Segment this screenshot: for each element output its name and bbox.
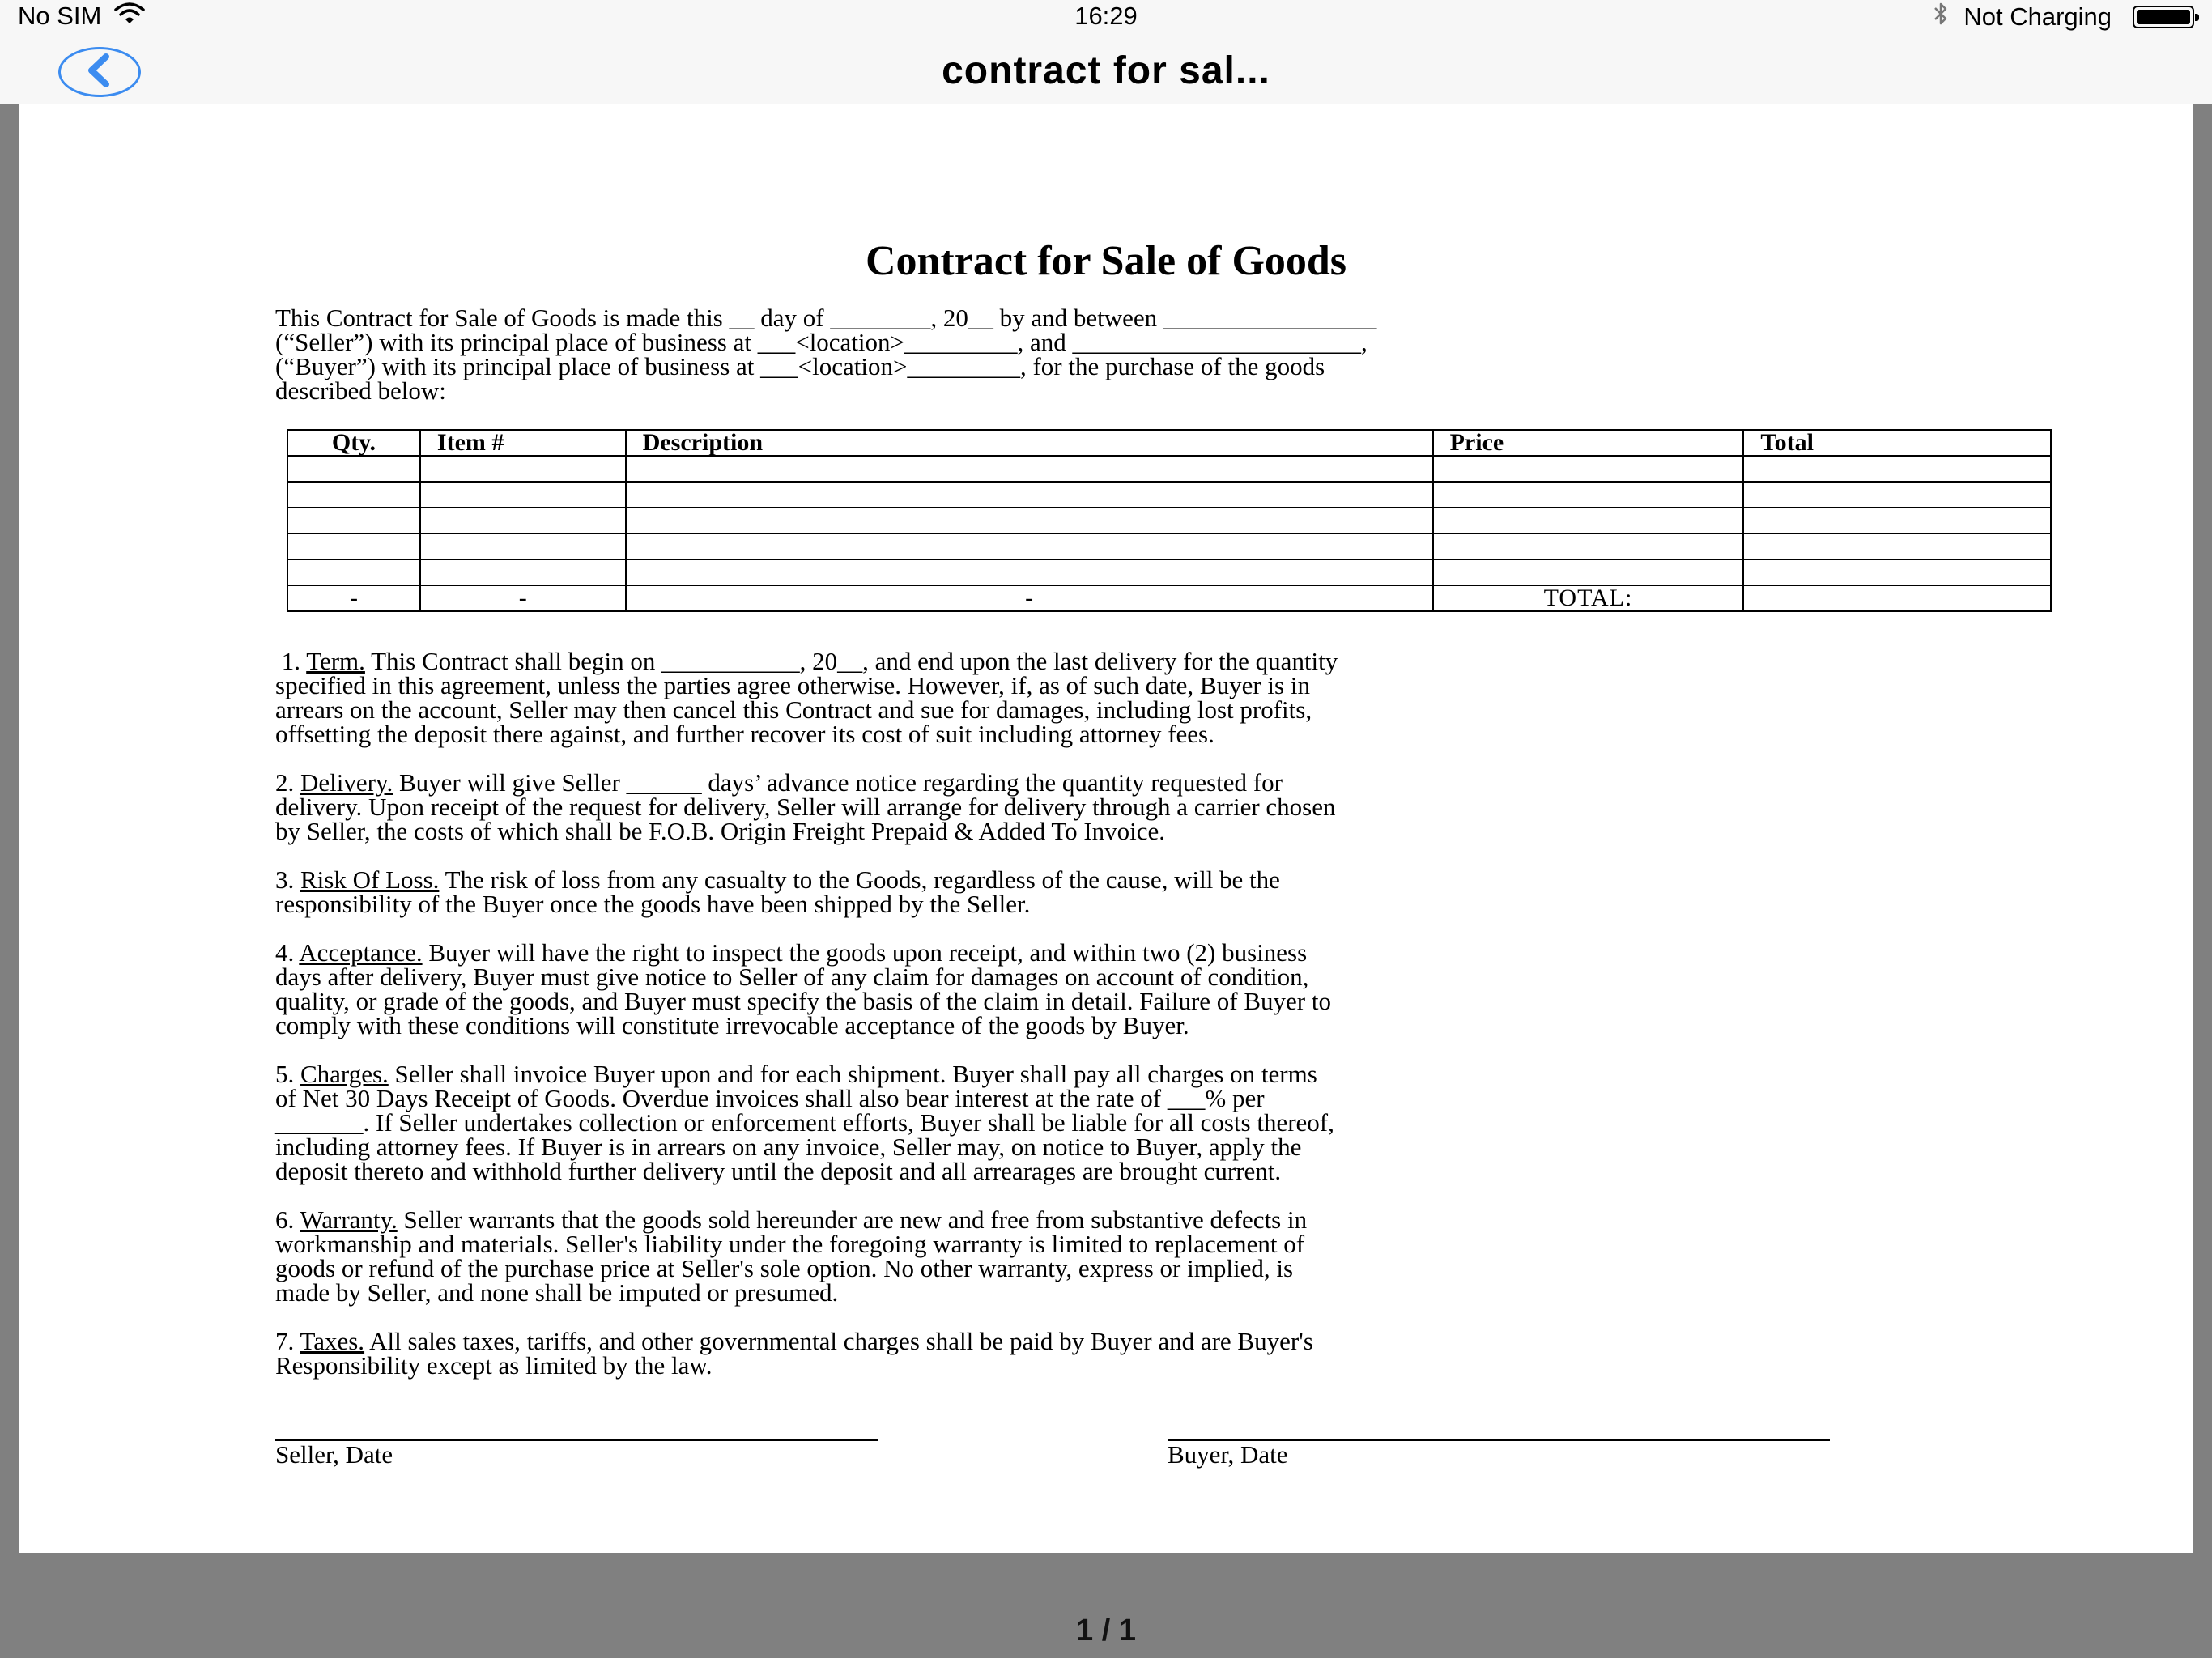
section-number: 5.	[275, 1060, 295, 1088]
status-bar	[0, 0, 2212, 32]
section-line	[275, 1205, 1958, 1234]
table-cell: -	[420, 585, 626, 611]
section-number: 1.	[281, 647, 300, 675]
seller-signature-line	[275, 1420, 878, 1441]
table-cell	[287, 508, 420, 534]
section-number: 4.	[275, 938, 295, 967]
section-line	[275, 768, 1958, 797]
section-line: offsetting the deposit there against, and further recover its cost of suit including attorney fees.	[275, 720, 1214, 748]
section-line: delivery. Upon receipt of the request for delivery, Seller will arrange for delivery through a carrier chosen	[275, 793, 1336, 821]
section-text: Buyer will have the right to inspect the goods upon receipt, and within two (2) business	[428, 938, 1308, 967]
intro-line: (“Buyer”) with its principal place of business at ___<location>_________, for the purchase of the goods	[275, 352, 1325, 380]
intro-paragraph	[275, 306, 1958, 403]
table-row	[287, 534, 2051, 559]
table-cell	[1743, 559, 2051, 585]
column-header-total: Total	[1743, 430, 2051, 456]
section-text: Seller warrants that the goods sold hereunder are new and free from substantive defects in	[403, 1205, 1308, 1234]
table-cell	[1743, 534, 2051, 559]
section-heading: Risk Of Loss.	[300, 865, 440, 894]
section-heading: Charges.	[300, 1060, 389, 1088]
battery-level	[2137, 10, 2190, 24]
status-time: 16:29	[1074, 2, 1138, 30]
table-cell	[626, 456, 1433, 482]
table-row	[287, 508, 2051, 534]
section-line: comply with these conditions will constitute irrevocable acceptance of the goods by Buyer.	[275, 1011, 1189, 1039]
table-cell	[626, 508, 1433, 534]
table-cell	[1433, 559, 1744, 585]
goods-table	[287, 429, 2052, 612]
section-line	[275, 938, 1958, 967]
table-cell	[287, 559, 420, 585]
table-cell	[1433, 482, 1744, 508]
section-line: _______. If Seller undertakes collection or enforcement efforts, Buyer shall be liable for all costs thereof,	[275, 1108, 1334, 1137]
table-cell	[626, 559, 1433, 585]
section-text: Buyer will give Seller ______ days’ advance notice regarding the quantity requested for	[398, 768, 1283, 797]
section-warranty	[275, 1205, 1958, 1307]
document-title: contract for sal...	[942, 49, 1270, 92]
seller-signature-label: Seller, Date	[275, 1440, 393, 1469]
section-taxes	[275, 1329, 1958, 1378]
seller-signature	[275, 1420, 878, 1467]
section-heading: Warranty.	[300, 1205, 398, 1234]
table-cell	[1743, 508, 2051, 534]
section-number: 3.	[275, 865, 295, 894]
section-line: specified in this agreement, unless the parties agree otherwise. However, if, as of such date, Buyer is in	[275, 671, 1310, 699]
table-cell	[1433, 508, 1744, 534]
section-text: The risk of loss from any casualty to the Goods, regardless of the cause, will be the	[445, 865, 1280, 894]
table-cell	[287, 456, 420, 482]
section-line: deposit thereto and withhold further delivery until the deposit and all arrearages are brought current.	[275, 1157, 1282, 1185]
column-header-price: Price	[1433, 430, 1744, 456]
table-cell	[626, 482, 1433, 508]
carrier-label: No SIM	[18, 2, 102, 30]
section-text: This Contract shall begin on ___________, 20__, and end upon the last delivery for the quantity	[371, 647, 1338, 675]
total-label: TOTAL:	[1433, 585, 1744, 611]
section-charges	[275, 1062, 1958, 1184]
section-term	[275, 649, 1958, 746]
section-line: workmanship and materials. Seller's liability under the foregoing warranty is limited to replacement of	[275, 1230, 1305, 1258]
section-line: days after delivery, Buyer must give notice to Seller of any claim for damages on account of condition,	[275, 963, 1309, 991]
battery-icon	[2133, 6, 2194, 28]
column-header-description: Description	[626, 430, 1433, 456]
buyer-signature	[1168, 1420, 1830, 1467]
status-right	[1933, 2, 2194, 32]
section-heading: Delivery.	[300, 768, 393, 797]
table-cell: -	[287, 585, 420, 611]
section-line: arrears on the account, Seller may then cancel this Contract and sue for damages, including lost profits,	[275, 695, 1312, 724]
table-cell	[626, 534, 1433, 559]
section-line	[275, 865, 1958, 894]
table-cell	[420, 534, 626, 559]
section-heading: Taxes.	[300, 1327, 365, 1355]
section-line: Responsibility except as limited by the law.	[275, 1351, 713, 1380]
section-line: quality, or grade of the goods, and Buyer must specify the basis of the claim in detail. Failure of Buyer to	[275, 987, 1331, 1015]
buyer-signature-label: Buyer, Date	[1168, 1440, 1288, 1469]
bluetooth-icon	[1933, 2, 1949, 32]
intro-line: This Contract for Sale of Goods is made this __ day of ________, 20__ by and between _________________	[275, 304, 1377, 332]
table-cell	[420, 482, 626, 508]
section-line: made by Seller, and none shall be imputed or presumed.	[275, 1278, 839, 1307]
document-page[interactable]	[19, 104, 2193, 1553]
column-header-qty: Qty.	[287, 430, 420, 456]
section-line: including attorney fees. If Buyer is in arrears on any invoice, Seller may, on notice to Buyer, apply the	[275, 1133, 1302, 1161]
table-row	[287, 482, 2051, 508]
section-risk-of-loss	[275, 865, 1958, 918]
section-line: by Seller, the costs of which shall be F.O.B. Origin Freight Prepaid & Added To Invoice.	[275, 817, 1166, 845]
contract-title: Contract for Sale of Goods	[865, 238, 1347, 284]
section-number: 7.	[275, 1327, 295, 1355]
table-total-row	[287, 585, 2051, 611]
section-line	[275, 1329, 1958, 1354]
table-header-row	[287, 430, 2051, 456]
table-cell	[1433, 456, 1744, 482]
column-header-item: Item #	[420, 430, 626, 456]
table-row	[287, 559, 2051, 585]
section-text: All sales taxes, tariffs, and other governmental charges shall be paid by Buyer and are Buyer's	[369, 1327, 1313, 1355]
table-cell	[1743, 482, 2051, 508]
page-indicator: 1 / 1	[1076, 1613, 1136, 1647]
table-cell	[287, 482, 420, 508]
table-cell	[420, 508, 626, 534]
contract-body	[275, 306, 1958, 1485]
section-line	[275, 1062, 1958, 1086]
section-delivery	[275, 768, 1958, 845]
section-heading: Term.	[306, 647, 365, 675]
section-text: Seller shall invoice Buyer upon and for each shipment. Buyer shall pay all charges on terms	[394, 1060, 1317, 1088]
navigation-bar	[0, 32, 2212, 104]
section-line: goods or refund of the purchase price at Seller's sole option. No other warranty, express or implied, is	[275, 1254, 1294, 1282]
section-number: 6.	[275, 1205, 295, 1234]
table-cell: -	[626, 585, 1433, 611]
table-cell	[287, 534, 420, 559]
document-viewer[interactable]	[0, 104, 2212, 1658]
section-heading: Acceptance.	[299, 938, 423, 967]
signature-block	[275, 1420, 1958, 1485]
total-value	[1743, 585, 2051, 611]
charging-status: Not Charging	[1963, 2, 2112, 31]
section-line: of Net 30 Days Receipt of Goods. Overdue invoices shall also bear interest at the rate of ___% per	[275, 1084, 1265, 1112]
intro-line: (“Seller”) with its principal place of business at ___<location>_________, and _______________________,	[275, 328, 1368, 356]
table-cell	[420, 456, 626, 482]
table-cell	[1433, 534, 1744, 559]
section-line	[275, 649, 1958, 674]
intro-line: described below:	[275, 376, 446, 405]
section-acceptance	[275, 938, 1958, 1039]
section-number: 2.	[275, 768, 295, 797]
table-cell	[420, 559, 626, 585]
buyer-signature-line	[1168, 1420, 1830, 1441]
table-cell	[1743, 456, 2051, 482]
table-row	[287, 456, 2051, 482]
section-line: responsibility of the Buyer once the goods have been shipped by the Seller.	[275, 890, 1031, 918]
